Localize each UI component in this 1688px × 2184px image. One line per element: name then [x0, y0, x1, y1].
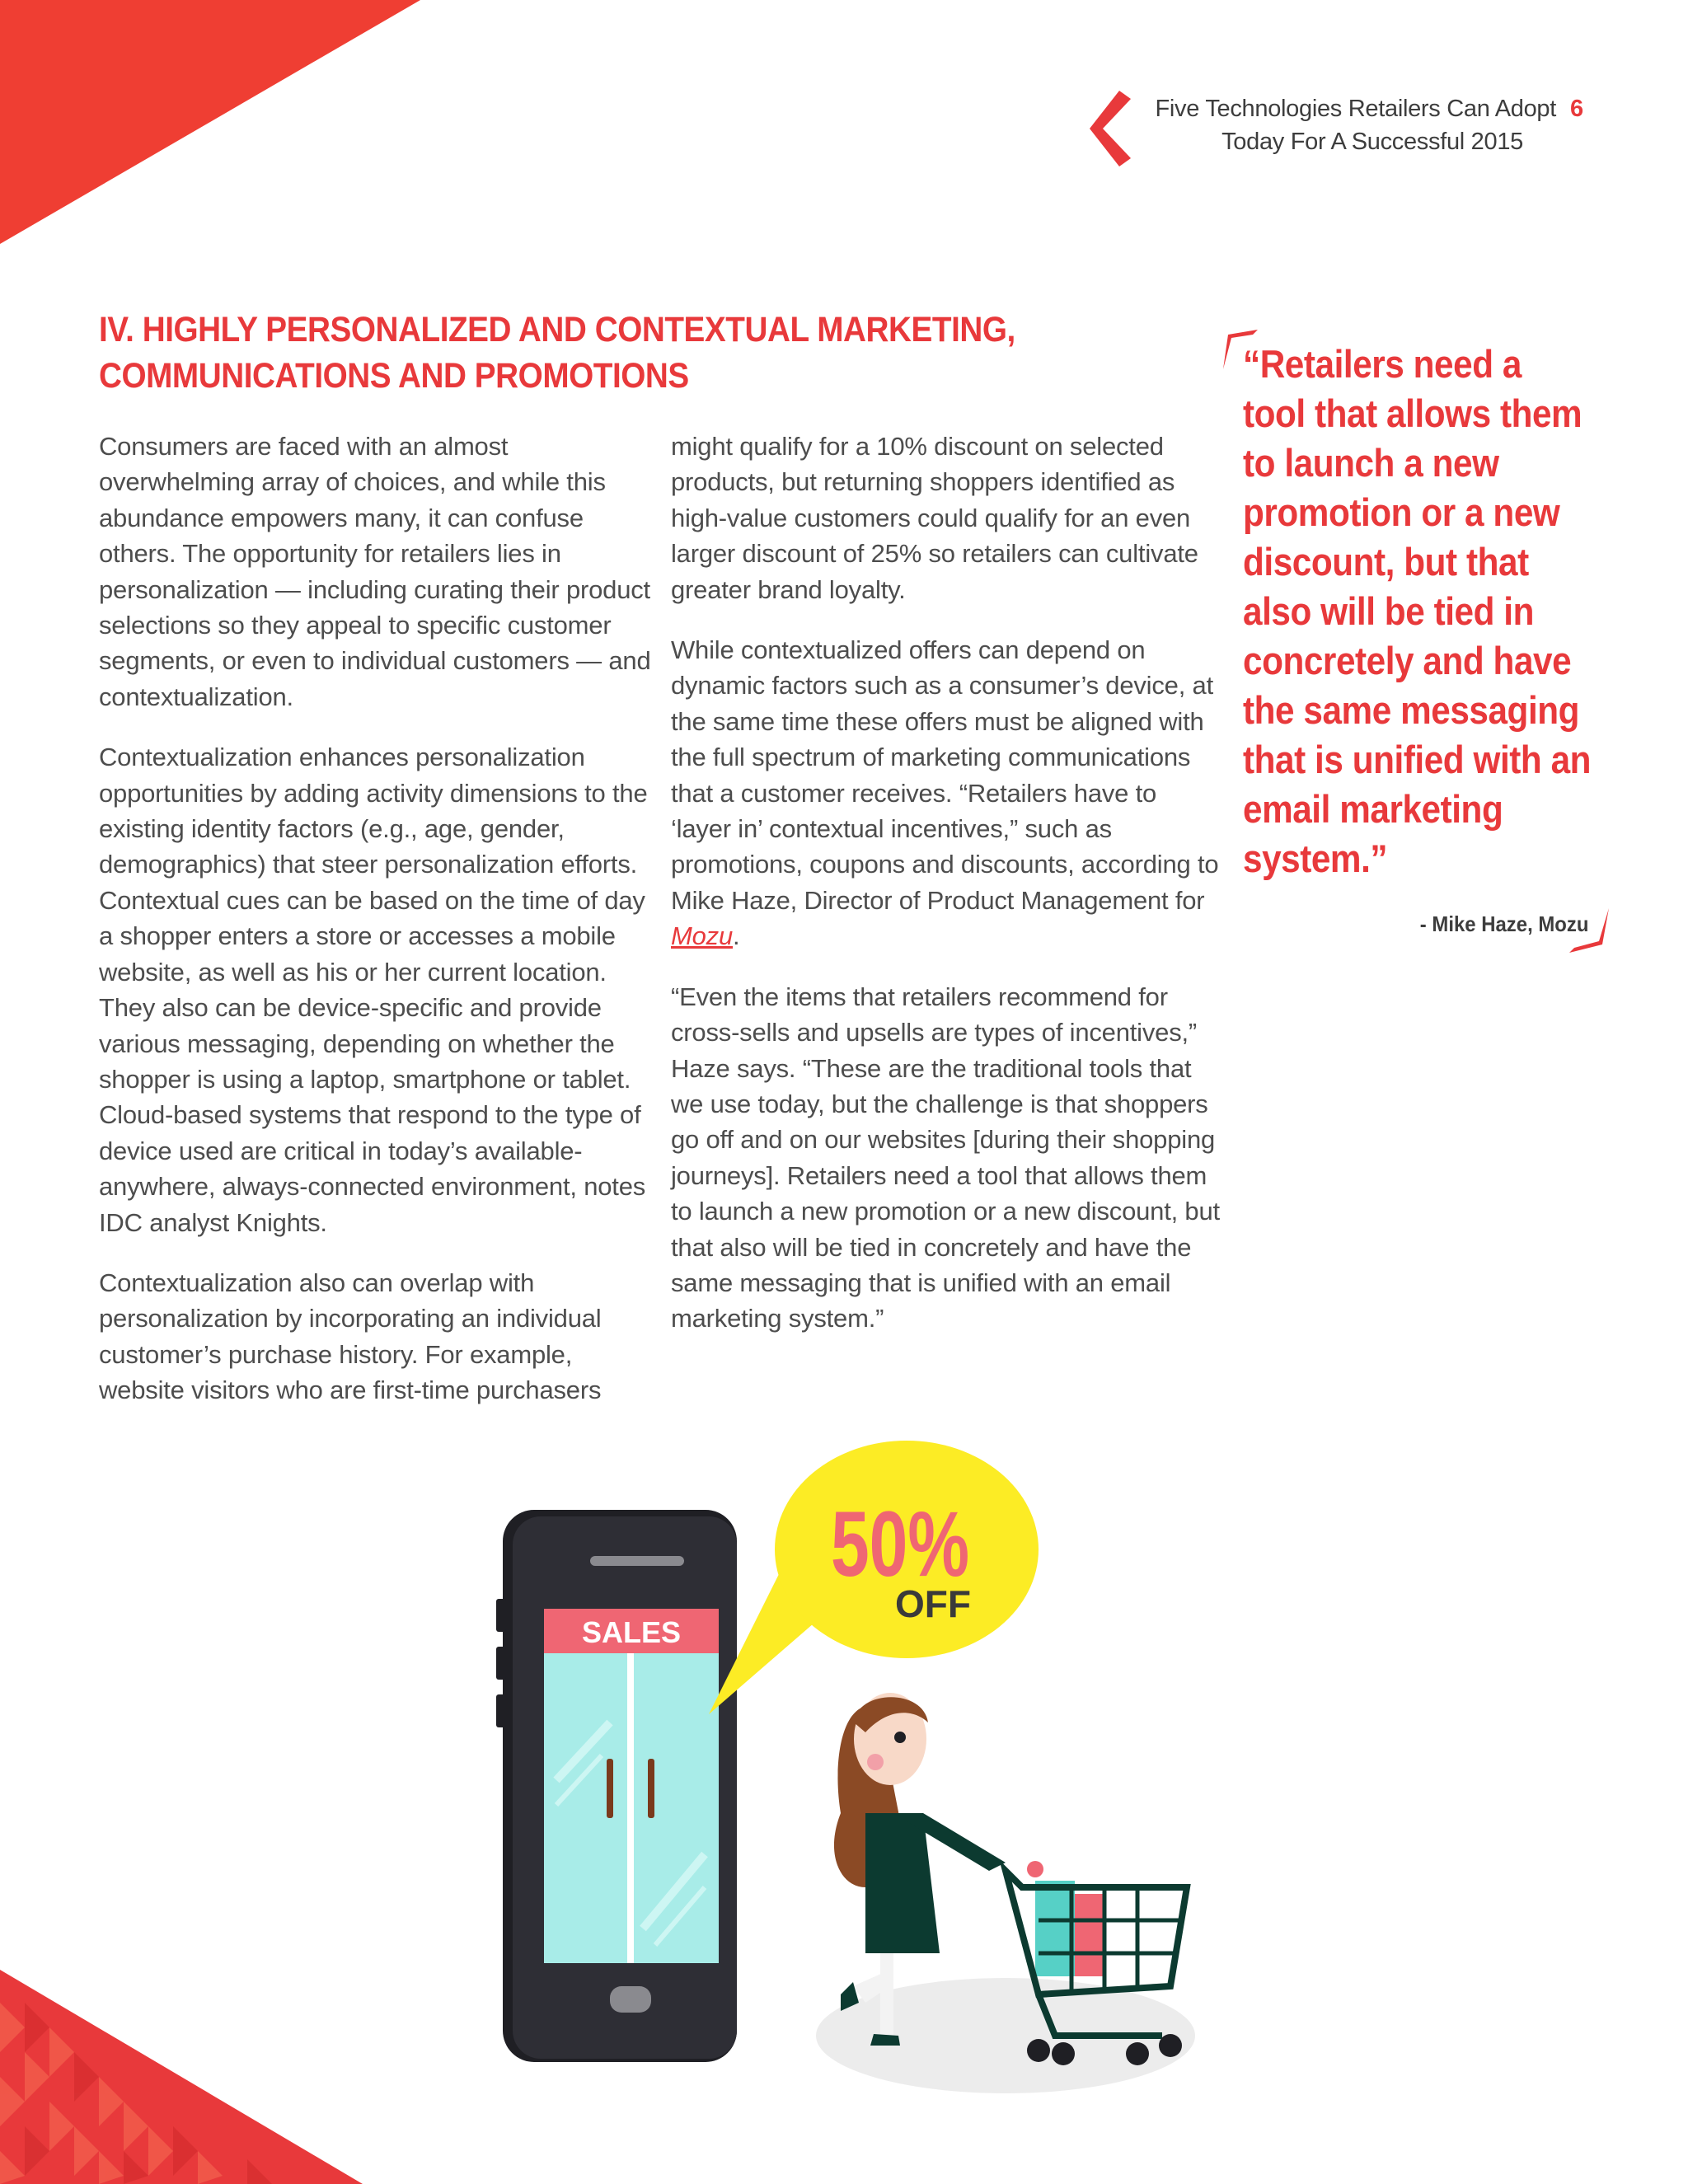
corner-pattern-bottom-left: [0, 1970, 363, 2184]
quote-corner-close-icon: [1566, 907, 1612, 953]
section-heading-line-2: COMMUNICATIONS AND PROMOTIONS: [99, 356, 689, 396]
pull-quote: “Retailers need a tool that allows them to launch a new promotion or a new discount, but that also will be tied in concretely and have the same messaging that is unified with an email marketing system.”: [1243, 342, 1592, 880]
section-heading: [99, 307, 1026, 399]
discount-label: OFF: [895, 1582, 971, 1625]
mozu-link[interactable]: Mozu: [671, 921, 734, 951]
smartphone-icon: [496, 1510, 737, 2062]
quote-attribution: - Mike Haze, Mozu: [1419, 912, 1588, 936]
page-number: 6: [1570, 96, 1584, 122]
discount-speech-bubble: [709, 1441, 1039, 1714]
body-paragraph-end: .: [733, 921, 740, 951]
body-paragraph: might qualify for a 10% discount on selected products, but returning shoppers identified as high-value customers could qualify for an even larger discount of 25% so retailers can cultivate greater brand loyalty.: [671, 432, 1198, 604]
shopping-illustration: [478, 1426, 1220, 2102]
sales-banner: SALES: [581, 1615, 682, 1649]
document-title: [1156, 92, 1557, 158]
document-title-line-2: Today For A Successful 2015: [1221, 129, 1523, 155]
body-paragraph: Contextualization enhances personalization opportunities by adding activity dimensions to the existing identity factors (e.g., age, gender, demographics) that steer personalization efforts. Contextual cues can be based on the time of day a shopper enters a store or accesses a mobile website, as well as his or her current location. They also can be device-specific and provide various messaging, depending on whether the shopper is using a laptop, smartphone or tablet. Cloud-based systems that respond to the type of device used are critical in today’s available-anywhere, always-connected environment, notes IDC analyst Knights.: [99, 743, 648, 1237]
section-heading-line-1: IV. HIGHLY PERSONALIZED AND CONTEXTUAL MARKETING,: [99, 310, 1015, 349]
body-column-left: [99, 429, 651, 1433]
chevron-left-icon: [1090, 91, 1131, 166]
body-paragraph: Contextualization also can overlap with personalization by incorporating an individual customer’s purchase history. For example, website visitors who are first-time purchasers: [99, 1268, 602, 1405]
body-column-right: [671, 429, 1223, 1361]
body-paragraph: “Even the items that retailers recommend for cross-sells and upsells are types of incentives,” Haze says. “These are the traditional tools that we use today, but the challenge is that shoppers go off and on our websites [during their shopping journeys]. Retailers need a tool that allows them to launch a new promotion or a new discount, but that also will be tied in concretely and have the same messaging that is unified with an email marketing system.”: [671, 982, 1220, 1333]
document-title-line-1: Five Technologies Retailers Can Adopt: [1155, 96, 1556, 122]
corner-triangle-top-left: [0, 0, 429, 247]
body-paragraph: [671, 632, 1223, 954]
body-paragraph-text: While contextualized offers can depend on dynamic factors such as a consumer’s device, at the same time these offers must be aligned with the full spectrum of marketing communications that a customer receives. “Retailers have to ‘layer in’ contextual incentives,” such as promotions, coupons and discounts, according to Mike Haze, Director of Product Management for: [671, 635, 1219, 915]
discount-value: 50%: [830, 1492, 970, 1596]
body-paragraph: Consumers are faced with an almost overwhelming array of choices, and while this abundance empowers many, it can confuse others. The opportunity for retailers lies in personalization — including curating their product selections so they appeal to specific customer segments, or even to individual customers — and contextualization.: [99, 432, 651, 711]
